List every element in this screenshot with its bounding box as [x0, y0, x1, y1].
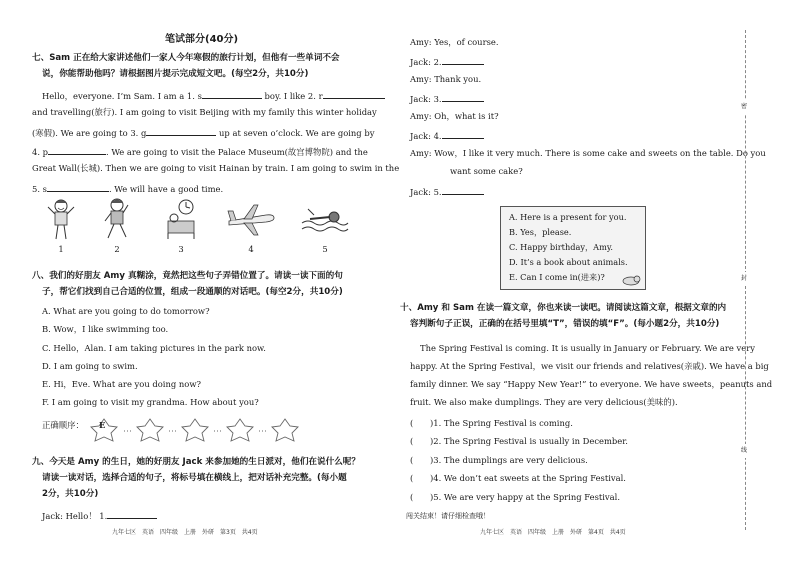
- tiger-icon: [621, 274, 641, 286]
- q10-heading-1: 十、Amy 和 Sam 在读一篇文章，你也来读一读吧。请阅读这篇文章，根据文章的内: [400, 303, 727, 313]
- order-label: 正确顺序：: [42, 420, 84, 430]
- q9-heading-2: 请读一读对话，选择合适的句子，将标号填在横线上，把对话补充完整。(每小题: [42, 473, 347, 483]
- dialog-jack-1: [42, 510, 157, 522]
- dialog-jack-2: [410, 56, 484, 68]
- dialog-amy-4a: Amy: Wow，I like it very much. There is some cake and sweets on the table. Do you: [410, 148, 766, 158]
- plane-icon: [226, 197, 276, 241]
- smiling-boy-icon: [44, 197, 78, 241]
- footer-right: 九年七区 英语 四年级 上册 外研 第4页 共4页: [480, 529, 626, 536]
- dialog-text: Jack: 3.: [410, 94, 442, 104]
- q7-text: (寒假). We are going to 3. g: [32, 128, 147, 138]
- blank-2[interactable]: [323, 90, 385, 99]
- q7-text: . We will have a good time.: [108, 184, 224, 194]
- dialog-text: Jack: Hello！ 1.: [42, 511, 108, 521]
- getting-up-icon: [164, 197, 198, 241]
- end-note: 闯关结束！请仔细检查哦！: [406, 512, 490, 520]
- dialog-amy-4b: want some cake?: [450, 166, 523, 176]
- q7-line-2: and travelling(旅行). I am going to visit Beijing with my family this winter holiday: [32, 107, 377, 117]
- passage-line-4: fruit. We also make dumplings. They are very delicious(美味的).: [410, 397, 678, 407]
- star-answer-slot[interactable]: [272, 419, 298, 441]
- tf-item-3[interactable]: ( )3. The dumplings are very delicious.: [410, 455, 588, 465]
- q7-heading-2: 说，你能帮助他吗？请根据图片提示完成短文吧。(每空2分，共10分): [42, 69, 309, 79]
- passage-line-3: family dinner. We say “Happy New Year!” to everyone. We have sweets，peanuts and: [410, 379, 773, 389]
- footer-left: 九年七区 英语 四年级 上册 外研 第3页 共4页: [112, 529, 258, 536]
- dialog-amy-3: Amy: Oh，what is it?: [410, 111, 499, 121]
- blank-3[interactable]: [146, 127, 216, 136]
- q9-heading-1: 九、今天是 Amy 的生日，她的好朋友 Jack 来参加她的生日派对，他们在说什么呢？: [32, 457, 360, 467]
- q7-heading-1: 七、Sam 正在给大家讲述他们一家人今年寒假的旅行计划，但他有一些单词不会: [32, 53, 340, 63]
- tf-item-1[interactable]: ( )1. The Spring Festival is coming.: [410, 418, 573, 428]
- tf-item-2[interactable]: ( )2. The Spring Festival is usually in December.: [410, 436, 628, 446]
- options-box: [500, 206, 646, 290]
- margin-tab: 密: [737, 100, 751, 114]
- q7-text: up at seven o’clock. We are going by: [219, 128, 375, 138]
- q7-text: . We are going to visit the Palace Museum(故宫博物院) and the: [106, 147, 368, 157]
- sentence-f: F. I am going to visit my grandma. How about you?: [42, 397, 259, 407]
- swimming-icon: [300, 197, 350, 241]
- star-answer-slot[interactable]: [182, 419, 208, 441]
- option-c: C. Happy birthday，Amy.: [509, 242, 613, 252]
- sentence-c: C. Hello，Alan. I am taking pictures in the park now.: [42, 343, 266, 353]
- q7-text: boy. I like 2. r: [264, 91, 323, 101]
- dialog-blank-3[interactable]: [442, 93, 484, 102]
- q7-line-6: [32, 183, 223, 195]
- q7-text: 4. p: [32, 147, 49, 157]
- sentence-a: A. What are you going to do tomorrow?: [42, 306, 210, 316]
- q9-heading-3: 2分，共10分): [42, 489, 99, 499]
- picture-number: 5: [322, 244, 328, 254]
- dialog-blank-2[interactable]: [442, 56, 484, 65]
- dialog-amy-2: Amy: Thank you.: [410, 74, 482, 84]
- dialog-blank-1[interactable]: [107, 510, 157, 519]
- q10-heading-2: 容判断句子正误，正确的在括号里填“T”，错误的填“F”。(每小题2分，共10分): [410, 319, 720, 329]
- picture-number: 1: [58, 244, 64, 254]
- q7-line-3: [32, 127, 374, 139]
- dialog-jack-4: [410, 130, 484, 142]
- dialog-blank-4[interactable]: [442, 130, 484, 139]
- picture-number: 3: [178, 244, 184, 254]
- q7-text: Hello，everyone. I’m Sam. I am a 1. s: [42, 91, 202, 101]
- q7-line-4: [32, 146, 368, 158]
- q8-heading-2: 子，帮它们找到自己合适的位置，组成一段通顺的对话吧。(每空2分，共10分): [42, 287, 343, 297]
- q7-line-1: [42, 90, 385, 102]
- option-d: D. It’s a book about animals.: [509, 257, 628, 267]
- star-answer-slot[interactable]: [137, 419, 163, 441]
- sentence-e: E. Hi，Eve. What are you doing now?: [42, 379, 201, 389]
- first-answer: E: [99, 420, 106, 430]
- dialog-text: Jack: 2.: [410, 57, 442, 67]
- dialog-jack-3: [410, 93, 484, 105]
- dialog-blank-5[interactable]: [442, 186, 484, 195]
- margin-tab: 线: [737, 444, 751, 458]
- passage-line-2: happy. At the Spring Festival，we visit our friends and relatives(亲戚). We have a big: [410, 361, 769, 371]
- sentence-d: D. I am going to swim.: [42, 361, 138, 371]
- page-title: 笔试部分(40分): [165, 34, 239, 45]
- blank-5[interactable]: [47, 183, 109, 192]
- picture-number: 2: [114, 244, 120, 254]
- q8-heading-1: 八、我们的好朋友 Amy 真糊涂，竟然把这些句子弄错位置了。请读一读下面的句: [32, 271, 343, 281]
- option-a: A. Here is a present for you.: [509, 212, 627, 222]
- dialog-amy-1: Amy: Yes，of course.: [410, 37, 499, 47]
- margin-tab: 封: [737, 272, 751, 286]
- dialog-jack-5: [410, 186, 484, 198]
- q7-line-5: Great Wall(长城). Then we are going to visit Hainan by train. I am going to swim in the: [32, 163, 400, 173]
- q7-text: 5. s: [32, 184, 47, 194]
- tf-item-5[interactable]: ( )5. We are very happy at the Spring Festival.: [410, 492, 620, 502]
- dialog-text: Jack: 5.: [410, 187, 442, 197]
- option-e: E. Can I come in(进来)?: [509, 272, 605, 282]
- running-boy-icon: [100, 197, 134, 241]
- passage-line-1: The Spring Festival is coming. It is usually in January or February. We are very: [420, 343, 755, 353]
- blank-1[interactable]: [202, 90, 262, 99]
- option-b: B. Yes，please.: [509, 227, 572, 237]
- dialog-text: Jack: 4.: [410, 131, 442, 141]
- blank-4[interactable]: [48, 146, 106, 155]
- star-answer-slot[interactable]: [227, 419, 253, 441]
- sentence-b: B. Wow，I like swimming too.: [42, 324, 169, 334]
- picture-number: 4: [248, 244, 254, 254]
- tf-item-4[interactable]: ( )4. We don’t eat sweets at the Spring Festival.: [410, 473, 626, 483]
